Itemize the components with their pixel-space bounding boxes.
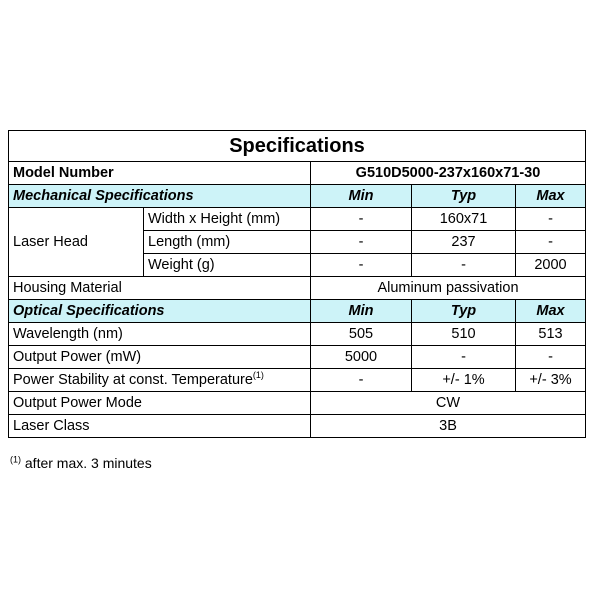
- table-row: [9, 346, 586, 369]
- min-cell: 505: [311, 323, 412, 346]
- min-cell: -: [311, 254, 412, 277]
- max-cell: -: [516, 208, 586, 231]
- laser-class-row: [9, 415, 586, 438]
- housing-row: [9, 277, 586, 300]
- typ-cell: -: [412, 254, 516, 277]
- max-cell: -: [516, 231, 586, 254]
- housing-label: Housing Material: [9, 277, 311, 300]
- mechanical-header-row: [9, 185, 586, 208]
- min-cell: -: [311, 208, 412, 231]
- param-cell: [9, 369, 311, 392]
- mechanical-min-header: Min: [311, 185, 412, 208]
- param-cell: Wavelength (nm): [9, 323, 311, 346]
- mechanical-header-label: Mechanical Specifications: [9, 185, 311, 208]
- title-row: [9, 131, 586, 162]
- laser-class-label: Laser Class: [9, 415, 311, 438]
- output-mode-value: CW: [311, 392, 586, 415]
- output-mode-row: [9, 392, 586, 415]
- laser-class-value: 3B: [311, 415, 586, 438]
- max-cell: 513: [516, 323, 586, 346]
- typ-cell: -: [412, 346, 516, 369]
- param-cell: Weight (g): [144, 254, 311, 277]
- typ-cell: 510: [412, 323, 516, 346]
- param-cell: Length (mm): [144, 231, 311, 254]
- max-cell: +/- 3%: [516, 369, 586, 392]
- optical-header-row: [9, 300, 586, 323]
- optical-header-label: Optical Specifications: [9, 300, 311, 323]
- mechanical-max-header: Max: [516, 185, 586, 208]
- max-cell: 2000: [516, 254, 586, 277]
- min-cell: -: [311, 231, 412, 254]
- optical-typ-header: Typ: [412, 300, 516, 323]
- model-value: G510D5000-237x160x71-30: [311, 162, 586, 185]
- specifications-table: [8, 130, 586, 438]
- typ-cell: 237: [412, 231, 516, 254]
- typ-cell: +/- 1%: [412, 369, 516, 392]
- param-text: Power Stability at const. Temperature: [13, 372, 253, 388]
- optical-min-header: Min: [311, 300, 412, 323]
- table-row: [9, 208, 586, 231]
- output-mode-label: Output Power Mode: [9, 392, 311, 415]
- footnote: [10, 455, 152, 471]
- param-cell: Width x Height (mm): [144, 208, 311, 231]
- housing-value: Aluminum passivation: [311, 277, 586, 300]
- min-cell: -: [311, 369, 412, 392]
- typ-cell: 160x71: [412, 208, 516, 231]
- footnote-ref: (1): [252, 370, 264, 381]
- max-cell: -: [516, 346, 586, 369]
- table-row: [9, 323, 586, 346]
- table-row: [9, 369, 586, 392]
- mechanical-typ-header: Typ: [412, 185, 516, 208]
- laser-head-label: Laser Head: [9, 208, 144, 277]
- param-cell: Output Power (mW): [9, 346, 311, 369]
- optical-max-header: Max: [516, 300, 586, 323]
- model-row: [9, 162, 586, 185]
- table-title: Specifications: [9, 131, 586, 162]
- footnote-marker: (1): [10, 454, 21, 465]
- model-label: Model Number: [9, 162, 311, 185]
- footnote-text: after max. 3 minutes: [24, 455, 152, 471]
- min-cell: 5000: [311, 346, 412, 369]
